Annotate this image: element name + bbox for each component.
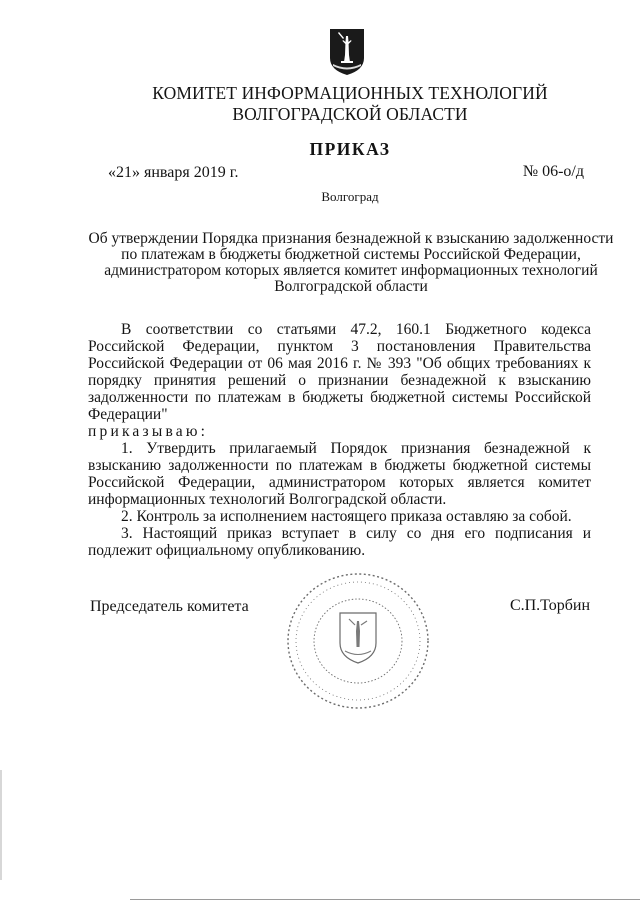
- city: Волгоград: [321, 189, 379, 204]
- signer-name: С.П.Торбин: [509, 597, 590, 614]
- signer-title: Председатель комитета: [90, 598, 249, 615]
- scan-bottom-edge: [130, 899, 640, 900]
- committee-name-line2: ВОЛГОГРАДСКОЙ ОБЛАСТИ: [232, 104, 468, 124]
- order-word: приказываю:: [88, 423, 209, 440]
- committee-name-line1: КОМИТЕТ ИНФОРМАЦИОННЫХ ТЕХНОЛОГИЙ: [152, 83, 548, 103]
- preamble-paragraph: В соответствии со статьями 47.2, 160.1 Бюджетного кодекса Российской Федерации, пунктом 3 постановления Правительства Российской Федерации от 06 мая 2016 г. № 393 "Об общих требованиях к порядку принятия решений о признании безнадежной к взысканию задолженности по платежам в бюджеты бюджетной системы Российской Федерации": [88, 321, 591, 423]
- order-item-1: 1. Утвердить прилагаемый Порядок признания безнадежной к взысканию задолженности по платежам в бюджеты бюджетной системы Российской Федерации, администратором которых является комитет информационных технологий Волгоградской области.: [88, 440, 591, 508]
- order-date: «21» января 2019 г.: [108, 164, 239, 181]
- order-title: ПРИКАЗ: [309, 139, 391, 159]
- order-number: № 06-о/д: [522, 163, 584, 180]
- order-subject: Об утверждении Порядка признания безнадежной к взысканию задолженности по платежам в бюджеты бюджетной системы Российской Федерации, администратором которых является комитет информационных технологий Волгоградской области: [88, 230, 614, 295]
- order-item-3: 3. Настоящий приказ вступает в силу со дня его подписания и подлежит официальному опубликованию.: [88, 525, 591, 559]
- scan-edge-artifact: [0, 770, 2, 880]
- order-item-2: 2. Контроль за исполнением настоящего приказа оставляю за собой.: [121, 508, 572, 525]
- official-seal-icon: [283, 569, 433, 713]
- order-body: [88, 321, 591, 559]
- coat-of-arms-icon: [329, 28, 365, 76]
